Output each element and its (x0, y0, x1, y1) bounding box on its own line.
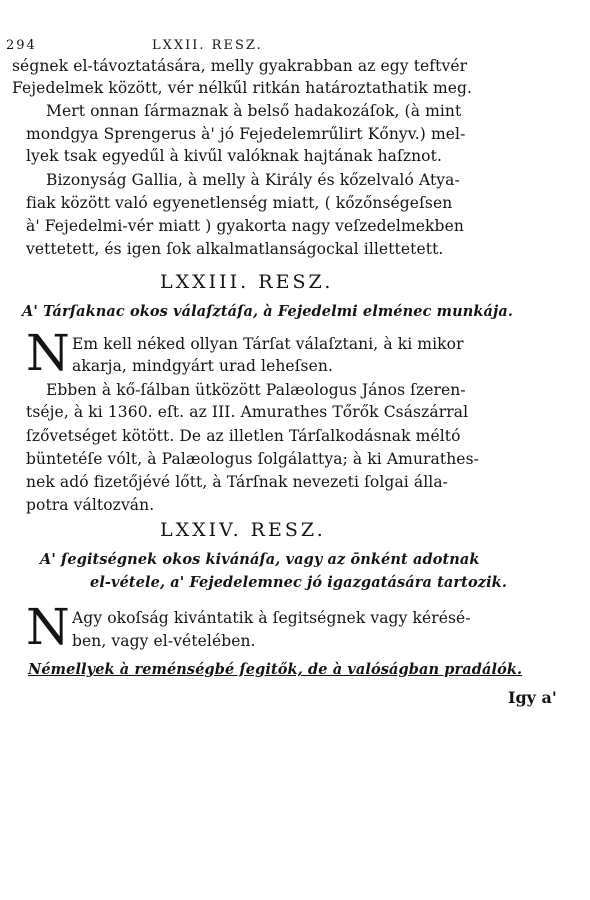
text-line: büntetéſe vólt, à Palæologus ſolgálattya; à ki Amurathes- (26, 450, 479, 468)
section-subtitle: A' ſegitségnek okos kivánáſa, vagy az ōnként adotnak (40, 551, 480, 568)
text-line: Agy okoſság kivántatik à ſegitségnek vagy kérésé- (72, 609, 471, 627)
catchword: Igy a' (508, 688, 557, 707)
text-line: fiak között való egyenetlenség miatt, ( kőzőnségeſsen (26, 194, 453, 212)
text-line: Bizonyság Gallia, à melly à Király és kőzelvaló Atya- (46, 171, 460, 189)
section-heading: LXXIII. RESZ. (160, 271, 334, 293)
page-number: 294 (6, 38, 37, 53)
text-line: lyek tsak egyedűl à kivűl valóknak hajtának haſznot. (26, 147, 442, 165)
section-subtitle: el-vétele, a' Fejedelemnec jó igazgatására tartozik. (90, 574, 507, 591)
text-line: potra változván. (26, 496, 155, 514)
text-line: ſzővetséget kötött. De az illetlen Tárſalkodásnak méltó (26, 427, 461, 445)
text-line: ségnek el-távoztatására, melly gyakrabban az egy teftvér (12, 57, 468, 75)
text-line: vettetett, és igen ſok alkalmatlanságockal illettetett. (26, 240, 444, 258)
text-line: nek adó fizetőjévé lőtt, à Tárſnak nevezeti ſolgai álla- (26, 473, 449, 491)
text-line: Mert onnan ſármaznak à belső hadakozáſok, (à mint (46, 102, 462, 120)
drop-cap-initial: N (26, 598, 70, 656)
text-line: mondgya Sprengerus à' jó Fejedelemrűlirt Kőnyv.) mel- (26, 125, 466, 143)
text-line: akarja, mindgyárt urad leheſsen. (72, 357, 333, 375)
text-line: Fejedelmek között, vér nélkűl ritkán határoztathatik meg. (12, 79, 473, 97)
section-subtitle: A' Tárſaknac okos válaſztáſa, à Fejedelmi elménec munkája. (22, 303, 514, 320)
text-line: Em kell néked ollyan Tárſat válaſztani, à ki mikor (72, 335, 464, 353)
running-title: LXXII. RESZ. (152, 38, 263, 53)
text-line: tséje, à ki 1360. eſt. az III. Amurathes Tőrők Császárral (26, 403, 469, 421)
text-line: Ebben à kő-ſálban ütközött Palæologus János ſzeren- (46, 381, 466, 399)
text-line: ben, vagy el-vételében. (72, 632, 256, 650)
section-heading: LXXIV. RESZ. (160, 519, 326, 541)
drop-cap-initial: N (26, 324, 70, 382)
text-line: à' Fejedelmi-vér miatt ) gyakorta nagy veſzedelmekben (26, 217, 464, 235)
closing-maxim: Némellyek à reménségbé ſegitők, de à valóságban pradálók. (28, 661, 523, 678)
